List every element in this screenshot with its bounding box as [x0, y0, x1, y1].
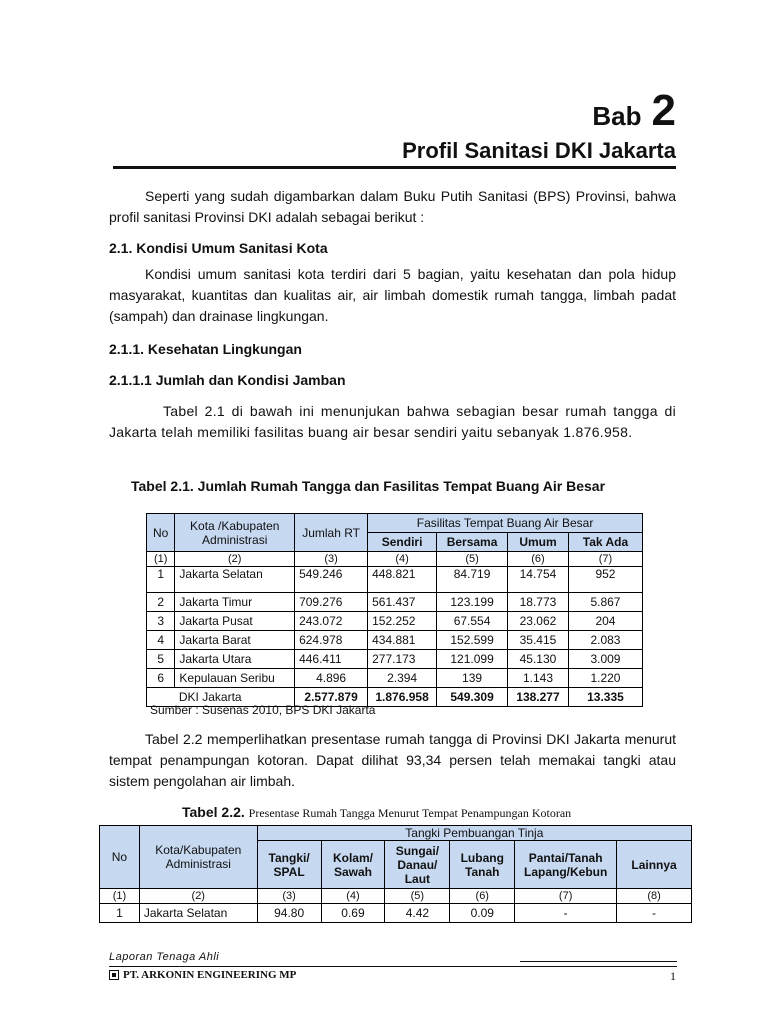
- table-row: 6 Kepulauan Seribu 4.896 2.394 139 1.143 1.220: [147, 669, 643, 688]
- footer-author: Laporan Tenaga Ahli: [109, 951, 220, 963]
- table-row: 5 Jakarta Utara 446.411 277.173 121.099 45.130 3.009: [147, 650, 643, 669]
- footer-short-divider: [520, 961, 677, 962]
- table-2-2-caption: [182, 804, 571, 821]
- table-row: 4 Jakarta Barat 624.978 434.881 152.599 35.415 2.083: [147, 631, 643, 650]
- chapter-title: Profil Sanitasi DKI Jakarta: [402, 138, 676, 163]
- t2-col-header-kota: Kota/Kabupaten Administrasi: [139, 826, 257, 889]
- table-row: 1 Jakarta Selatan 94.80 0.69 4.42 0.09 - -: [100, 904, 692, 923]
- table-2-1: [146, 513, 643, 707]
- section-heading-2-1-1-1: 2.1.1.1 Jumlah dan Kondisi Jamban: [109, 372, 346, 388]
- table-index-row: (1) (2) (3) (4) (5) (6) (7): [147, 552, 643, 567]
- table-total-row: DKI Jakarta 2.577.879 1.876.958 549.309 138.277 13.335: [147, 688, 643, 707]
- col-header-no: No: [147, 514, 175, 552]
- table-2-2: [99, 825, 692, 923]
- footer-company: [109, 969, 296, 981]
- t2-col-header-group: Tangki Pembuangan Tinja: [257, 826, 691, 841]
- title-divider: [113, 166, 676, 169]
- t2-col-header-sungai: Sungai/ Danau/ Laut: [385, 841, 450, 889]
- table-row: 3 Jakarta Pusat 243.072 152.252 67.554 23.062 204: [147, 612, 643, 631]
- t2-col-header-lubang: Lubang Tanah: [450, 841, 515, 889]
- footer-company-name: PT. ARKONIN ENGINEERING MP: [123, 969, 297, 981]
- table-2-2-intro-paragraph: Tabel 2.2 memperlihatkan presentase rumah tangga di Provinsi DKI Jakarta menurut tempat penampungan kotoran. Dapat dilihat 93,34 persen telah memakai tangki atau sistem pengolahan air limbah.: [109, 731, 676, 789]
- col-header-kota: Kota /Kabupaten Administrasi: [175, 514, 295, 552]
- section-heading-2-1-1: 2.1.1. Kesehatan Lingkungan: [109, 341, 302, 357]
- t2-index-row: (1) (2) (3) (4) (5) (6) (7) (8): [100, 889, 692, 904]
- t2-col-header-pantai: Pantai/Tanah Lapang/Kebun: [515, 841, 617, 889]
- table-row: 1 Jakarta Selatan 549.246 448.821 84.719 14.754 952: [147, 567, 643, 593]
- section-2-1-1-1-paragraph: Tabel 2.1 di bawah ini menunjukan bahwa sebagian besar rumah tangga di Jakarta telah memiliki fasilitas buang air besar sendiri yaitu sebanyak 1.876.958.: [109, 403, 676, 440]
- t2-col-header-no: No: [100, 826, 140, 889]
- intro-paragraph: Seperti yang sudah digambarkan dalam Buku Putih Sanitasi (BPS) Provinsi, bahwa profil sanitasi Provinsi DKI adalah sebagai berikut :: [109, 188, 676, 225]
- t2-col-header-kolam: Kolam/ Sawah: [321, 841, 385, 889]
- col-header-bersama: Bersama: [437, 533, 508, 552]
- chapter-number: 2: [651, 86, 676, 135]
- col-header-sendiri: Sendiri: [368, 533, 437, 552]
- col-header-umum: Umum: [508, 533, 569, 552]
- col-header-tak-ada: Tak Ada: [568, 533, 642, 552]
- section-heading-2-1: 2.1. Kondisi Umum Sanitasi Kota: [109, 240, 328, 256]
- chapter-number-block: [592, 86, 676, 136]
- t2-col-header-tangki: Tangki/ SPAL: [257, 841, 321, 889]
- col-header-jumlah: Jumlah RT: [295, 514, 368, 552]
- table-2-1-caption: Tabel 2.1. Jumlah Rumah Tangga dan Fasilitas Tempat Buang Air Besar: [131, 478, 606, 494]
- t2-col-header-lainnya: Lainnya: [617, 841, 692, 889]
- table-2-2-caption-label: Tabel 2.2.: [182, 804, 245, 820]
- company-logo-icon: [109, 970, 119, 980]
- table-2-1-source: Sumber : Susenas 2010, BPS DKI Jakarta: [150, 703, 376, 717]
- section-2-1-paragraph: Kondisi umum sanitasi kota terdiri dari 5 bagian, yaitu kesehatan dan pola hidup masyarakat, kuantitas dan kualitas air, air limbah domestik rumah tangga, limbah padat (sampah) dan drainase lingkungan.: [109, 266, 676, 324]
- footer-divider: [109, 966, 677, 967]
- col-header-fasilitas: Fasilitas Tempat Buang Air Besar: [368, 514, 643, 533]
- chapter-label: Bab: [592, 101, 642, 131]
- table-row: 2 Jakarta Timur 709.276 561.437 123.199 18.773 5.867: [147, 593, 643, 612]
- page-number: 1: [670, 969, 676, 983]
- table-2-2-caption-text: Presentase Rumah Tangga Menurut Tempat Penampungan Kotoran: [248, 806, 572, 820]
